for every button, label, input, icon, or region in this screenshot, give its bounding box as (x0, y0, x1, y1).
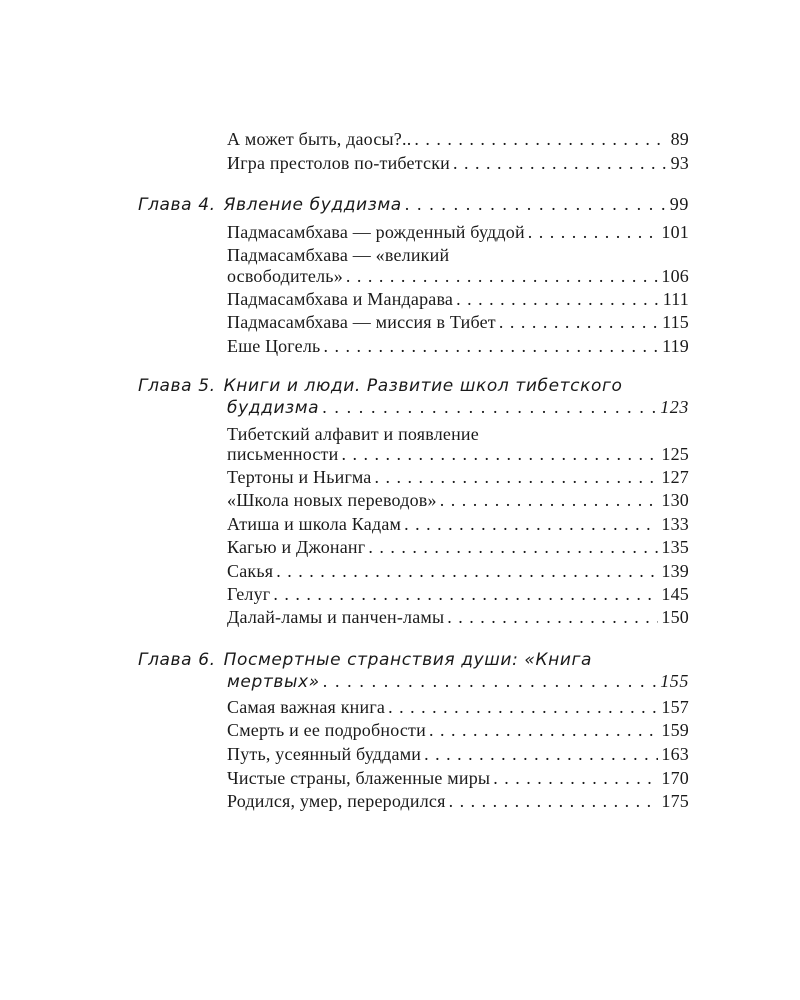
toc-entry (227, 768, 689, 789)
toc-entry-page: 170 (661, 768, 689, 788)
toc-entry-title: Тертоны и Ньигма (227, 467, 372, 487)
toc-entry (227, 289, 689, 310)
chapter-page: 155 (660, 671, 689, 691)
toc-entry-page: 139 (661, 561, 689, 581)
toc-entry-title: Родился, умер, переродился (227, 791, 446, 811)
dot-leader (375, 467, 659, 488)
toc-entry-page: 175 (661, 791, 689, 811)
chapter-title: Явление буддизма (223, 195, 402, 215)
toc-entry-page: 119 (662, 336, 689, 356)
toc-entry (227, 537, 689, 558)
toc-entry (227, 514, 689, 535)
dot-leader (323, 671, 657, 692)
toc-entry-title: письменности (227, 444, 339, 464)
chapter-title: Посмертные странствия души: «Книга (223, 650, 593, 670)
toc-entry-title: Гелуг (227, 584, 271, 604)
dot-leader (447, 607, 658, 628)
toc-entry-page: 157 (661, 697, 689, 717)
chapter-label: Глава 4. (138, 195, 216, 215)
toc-entry (227, 584, 689, 605)
dot-leader (388, 697, 658, 718)
toc-entry-page: 145 (661, 584, 689, 604)
toc-entry-title: Путь, усеянный буддами (227, 744, 422, 764)
toc-entry-title: освободитель» (227, 266, 343, 286)
toc-entry (227, 153, 689, 174)
toc-entry-page: 115 (662, 312, 689, 332)
dot-leader (346, 266, 658, 287)
chapter-label: Глава 5. (138, 376, 216, 396)
dot-leader (276, 561, 658, 582)
chapter-heading (138, 194, 689, 216)
toc-entry-title-line1: Падмасамбхава — «великий (227, 245, 450, 265)
dot-leader (429, 720, 658, 741)
chapter-title-cont: мертвых» (227, 672, 320, 692)
toc-entry (227, 129, 689, 150)
toc-entry-page: 106 (661, 266, 689, 286)
toc-entry (227, 490, 689, 511)
toc-entry-title: А может быть, даосы?.. (227, 129, 412, 149)
toc-entry-title: Кагью и Джонанг (227, 537, 366, 557)
toc-entry-title: Чистые страны, блаженные миры (227, 768, 491, 788)
toc-entry-page: 163 (661, 744, 689, 764)
toc-entry-page: 101 (661, 222, 689, 242)
dot-leader (341, 444, 658, 465)
toc-entry-title: Падмасамбхава — рожденный буддой (227, 222, 525, 242)
dot-leader (456, 289, 660, 310)
dot-leader (528, 222, 659, 243)
toc-entry-page: 111 (662, 289, 689, 309)
toc-entry-title: Смерть и ее подробности (227, 720, 426, 740)
dot-leader (323, 336, 659, 357)
dot-leader (368, 537, 658, 558)
toc-entry-title: Падмасамбхава и Мандарава (227, 289, 454, 309)
chapter-heading (138, 650, 689, 693)
toc-entry (227, 312, 689, 333)
toc-entry-title: «Школа новых переводов» (227, 490, 437, 510)
toc-entry-page: 127 (661, 467, 689, 487)
toc-entry-page: 159 (661, 720, 689, 740)
dot-leader (449, 791, 659, 812)
toc-entry (227, 607, 689, 628)
dot-leader (405, 194, 667, 215)
toc-entry-page: 133 (661, 514, 689, 534)
toc-entry-page: 125 (661, 444, 689, 464)
chapter-heading (138, 376, 689, 419)
toc-entry (227, 791, 689, 812)
toc-entry (227, 336, 689, 357)
toc-entry (227, 444, 689, 465)
toc-entry-page: 135 (661, 537, 689, 557)
toc-entry-title: Падмасамбхава — миссия в Тибет (227, 312, 496, 332)
dot-leader (273, 584, 658, 605)
toc-entry (227, 467, 689, 488)
toc-entry-title: Самая важная книга (227, 697, 386, 717)
toc-entry-title: Далай-ламы и панчен-ламы (227, 607, 445, 627)
toc-entry (227, 697, 689, 718)
chapter-label: Глава 6. (138, 650, 216, 670)
toc-entry-title: Игра престолов по-тибетски (227, 153, 450, 173)
toc-entry-title: Сакья (227, 561, 274, 581)
dot-leader (499, 312, 659, 333)
dot-leader (453, 153, 668, 174)
toc-entry-page: 89 (670, 129, 689, 149)
dot-leader (414, 129, 667, 150)
toc-entry (227, 561, 689, 582)
chapter-title-cont: буддизма (227, 398, 320, 418)
toc-entry (227, 266, 689, 287)
dot-leader (440, 490, 659, 511)
toc-entry-title: Еше Цогель (227, 336, 321, 356)
dot-leader (493, 768, 658, 789)
dot-leader (322, 397, 657, 418)
chapter-page: 99 (669, 194, 689, 214)
toc-entry-title: Атиша и школа Кадам (227, 514, 402, 534)
chapter-title: Книги и люди. Развитие школ тибетского (223, 376, 623, 396)
chapter-page: 123 (660, 397, 689, 417)
toc-entry-title-line1: Тибетский алфавит и появление (227, 424, 479, 444)
dot-leader (404, 514, 658, 535)
dot-leader (424, 744, 658, 765)
toc-entry-page: 150 (661, 607, 689, 627)
toc-entry-page: 130 (661, 490, 689, 510)
toc-entry (227, 222, 689, 243)
toc-entry (227, 720, 689, 741)
toc-entry-page: 93 (670, 153, 689, 173)
toc-entry (227, 744, 689, 765)
